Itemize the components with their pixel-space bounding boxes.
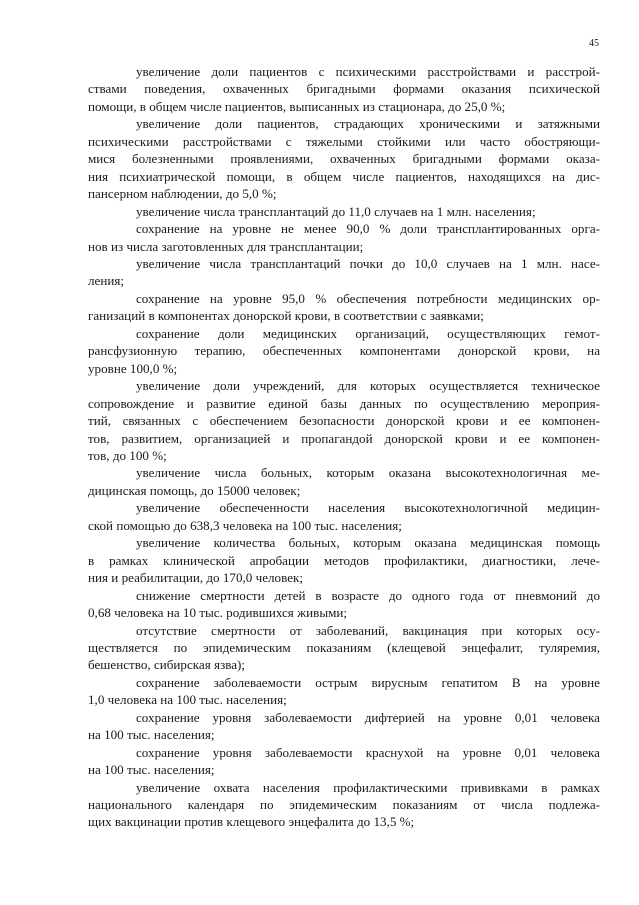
text-line: на 100 тыс. населения;	[88, 727, 215, 743]
text-line: ствами поведения, охваченных бригадными формами оказания психической	[88, 81, 600, 97]
text-line: снижение смертности детей в возрасте до одного года от пневмоний до	[136, 587, 600, 603]
text-line: увеличение числа больных, которым оказана высокотехнологичная ме-	[136, 465, 600, 481]
paragraph	[88, 255, 600, 290]
text-line: увеличение доли пациентов с психическими расстройствами и расстрой-	[136, 64, 600, 79]
paragraph	[88, 779, 600, 831]
paragraph	[88, 674, 600, 709]
text-line: тов, развитием, организацией и пропагандой донорской крови и ее компонен-	[88, 430, 600, 446]
text-line: национального календаря по эпидемическим показаниям от числа подлежа-	[88, 797, 600, 813]
text-line: увеличение обеспеченности населения высокотехнологичной медицин-	[136, 500, 600, 516]
text-line: дицинская помощь, до 15000 человек;	[88, 482, 301, 498]
text-line: мися болезненными проявлениями, охваченных бригадными формами оказа-	[88, 151, 600, 167]
paragraph	[88, 709, 600, 744]
text-line: увеличение числа трансплантаций до 11,0 случаев на 1 млн. населения;	[136, 203, 536, 219]
text-line: бешенство, сибирская язва);	[88, 657, 246, 673]
text-line: в рамках клинической апробации методов профилактики, диагностики, лече-	[88, 552, 600, 568]
paragraph	[88, 220, 600, 255]
text-line: увеличение числа трансплантаций почки до 10,0 случаев на 1 млн. насе-	[136, 255, 600, 271]
paragraph	[88, 744, 600, 779]
text-line: ганизаций в компонентах донорской крови, в соответствии с заявками;	[88, 308, 484, 324]
paragraph	[88, 499, 600, 534]
text-line: ления;	[88, 273, 125, 289]
text-line: тий, связанных с обеспечением безопасности донорской крови и ее компонен-	[88, 413, 600, 429]
text-line: сохранение уровня заболеваемости дифтерией на уровне 0,01 человека	[136, 709, 600, 725]
text-line: увеличение охвата населения профилактическими прививками в рамках	[136, 779, 600, 795]
paragraph	[88, 115, 600, 202]
text-line: сохранение доли медицинских организаций, осуществляющих гемот-	[136, 325, 600, 341]
text-line: увеличение доли пациентов, страдающих хроническими и затяжными	[136, 116, 600, 132]
text-line: 1,0 человека на 100 тыс. населения;	[88, 692, 287, 708]
text-line: сохранение уровня заболеваемости краснухой на уровне 0,01 человека	[136, 744, 600, 760]
document-body	[88, 63, 600, 831]
paragraph	[88, 325, 600, 377]
text-line: ния психиатрической помощи, в общем числе пациентов, находящихся на дис-	[88, 168, 600, 184]
text-line: уровне 100,0 %;	[88, 360, 178, 376]
paragraph	[88, 534, 600, 586]
page-number: 45	[589, 38, 599, 49]
paragraph	[88, 63, 600, 115]
paragraph	[88, 587, 600, 622]
text-line: сохранение на уровне не менее 90,0 % доли трансплантированных орга-	[136, 221, 600, 237]
text-line: увеличение доли учреждений, для которых осуществляется техническое	[136, 378, 600, 394]
paragraph	[88, 203, 600, 220]
text-line: на 100 тыс. населения;	[88, 762, 215, 778]
text-line: нов из числа заготовленных для трансплантации;	[88, 238, 364, 254]
text-line: ния и реабилитации, до 170,0 человек;	[88, 570, 304, 586]
text-line: сохранение на уровне 95,0 % обеспечения потребности медицинских ор-	[136, 290, 600, 306]
text-line: увеличение количества больных, которым оказана медицинская помощь	[136, 535, 600, 551]
text-line: тов, до 100 %;	[88, 447, 167, 463]
text-line: пансерном наблюдении, до 5,0 %;	[88, 186, 277, 202]
text-line: сохранение заболеваемости острым вирусным гепатитом В на уровне	[136, 674, 600, 690]
paragraph	[88, 622, 600, 674]
text-line: помощи, в общем числе пациентов, выписанных из стационара, до 25,0 %;	[88, 98, 506, 114]
text-line: отсутствие смертности от заболеваний, вакцинация при которых осу-	[136, 622, 600, 638]
paragraph	[88, 290, 600, 325]
text-line: рансфузионную терапию, обеспеченных компонентами донорской крови, на	[88, 343, 600, 359]
text-line: щих вакцинации против клещевого энцефалита до 13,5 %;	[88, 814, 415, 830]
text-line: сопровождение и развитие единой базы данных по осуществлению мероприя-	[88, 395, 600, 411]
text-line: 0,68 человека на 10 тыс. родившихся живыми;	[88, 605, 348, 621]
text-line: ской помощью до 638,3 человека на 100 тыс. населения;	[88, 517, 402, 533]
paragraph	[88, 377, 600, 464]
paragraph	[88, 464, 600, 499]
text-line: ществляется по эпидемическим показаниям (клещевой энцефалит, туляремия,	[88, 639, 600, 655]
text-line: психическими расстройствами с тяжелыми стойкими или часто обостряющи-	[88, 133, 600, 149]
